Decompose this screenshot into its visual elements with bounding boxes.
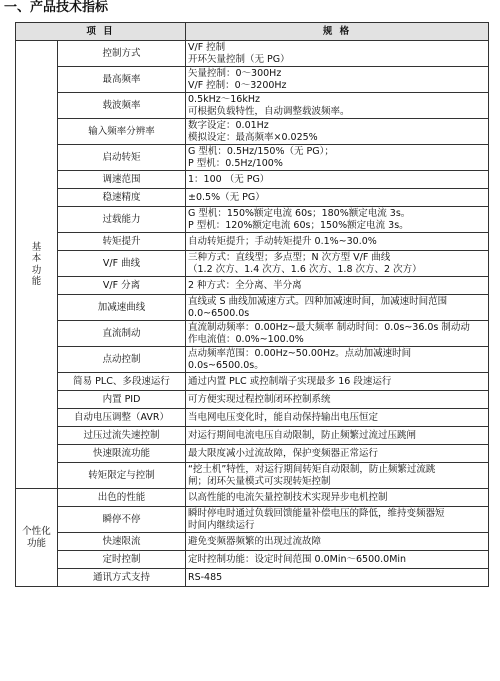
item-name: 点动控制 (58, 347, 186, 373)
table-row (16, 347, 489, 373)
spec-value (186, 551, 489, 569)
group-label-line: 功 (31, 264, 42, 276)
spec-line: V/F 控制：0～3200Hz (188, 79, 287, 91)
table-row (16, 321, 489, 347)
spec-line: P 型机：0.5Hz/100% (188, 157, 283, 169)
spec-value (186, 171, 489, 189)
spec-value (186, 119, 489, 145)
table-row (16, 67, 489, 93)
spec-line: （1.2 次方、1.4 次方、1.6 次方、1.8 次方、2 次方） (188, 263, 422, 275)
spec-value (186, 251, 489, 277)
spec-line: 点动频率范围：0.00Hz~50.00Hz。点动加减速时间 (188, 348, 412, 359)
item-name: 自动电压调整（AVR） (58, 409, 186, 427)
spec-line: 1：100 （无 PG） (188, 173, 270, 185)
item-name: 调速范围 (58, 171, 186, 189)
table-row (16, 463, 489, 489)
item-name: 转矩限定与控制 (58, 463, 186, 489)
spec-line: 以高性能的电流矢量控制技术实现异步电机控制 (188, 491, 388, 503)
spec-line: 对运行期间电流电压自动限制，防止频繁过流过压跳闸 (188, 429, 417, 441)
spec-line: 可根据负载特性，自动调整载波频率。 (188, 105, 350, 117)
item-name: 瞬停不停 (58, 507, 186, 533)
spec-line: 自动转矩提升；手动转矩提升 0.1%~30.0% (188, 235, 377, 247)
spec-value (186, 489, 489, 507)
spec-line: 当电网电压变化时，能自动保持输出电压恒定 (188, 411, 379, 423)
spec-line: “挖土机”特性，对运行期间转矩自动限制，防止频繁过流跳 (188, 464, 436, 475)
item-name: 过压过流失速控制 (58, 427, 186, 445)
table-row (16, 391, 489, 409)
item-name: 稳速精度 (58, 189, 186, 207)
group-label-line: 基 (31, 241, 42, 253)
spec-value (186, 347, 489, 373)
spec-value (186, 391, 489, 409)
spec-value (186, 463, 489, 489)
spec-line: 模拟设定：最高频率×0.025% (188, 131, 318, 143)
spec-value (186, 207, 489, 233)
item-name: 内置 PID (58, 391, 186, 409)
spec-value (186, 233, 489, 251)
spec-line: 开环矢量控制（无 PG） (188, 53, 290, 65)
spec-value (186, 93, 489, 119)
table-row (16, 233, 489, 251)
header-spec: 规 格 (186, 23, 489, 41)
table-row (16, 409, 489, 427)
item-name: V/F 分离 (58, 277, 186, 295)
item-name: 最高频率 (58, 67, 186, 93)
spec-line: G 型机：150%额定电流 60s；180%额定电流 3s。 (188, 208, 411, 219)
item-name: 直流制动 (58, 321, 186, 347)
spec-value (186, 41, 489, 67)
table-row (16, 533, 489, 551)
table-header-row (16, 23, 489, 41)
group-label-line: 个性化 (22, 526, 51, 537)
group-label (16, 489, 58, 587)
table-row (16, 551, 489, 569)
spec-line: 时间内继续运行 (188, 519, 255, 531)
spec-line: 瞬时停电时通过负载回馈能量补偿电压的降低，维持变频器短 (188, 508, 445, 519)
table-row (16, 41, 489, 67)
item-name: 控制方式 (58, 41, 186, 67)
spec-line: 0.5kHz～16kHz (188, 94, 260, 105)
table-row (16, 277, 489, 295)
spec-value (186, 427, 489, 445)
spec-value (186, 67, 489, 93)
spec-line: 三种方式：直线型；多点型；N 次方型 V/F 曲线 (188, 252, 391, 263)
section-title: 一、产品技术指标 (4, 0, 109, 15)
header-item: 项 目 (16, 23, 186, 41)
spec-line: RS-485 (188, 571, 223, 583)
spec-line: 闸；闭环矢量模式可实现转矩控制 (188, 475, 331, 487)
spec-line: P 型机：120%额定电流 60s；150%额定电流 3s。 (188, 219, 409, 231)
spec-line: 作电流值：0.0%~100.0% (188, 333, 304, 345)
spec-value (186, 373, 489, 391)
spec-line: 0.0~6500.0s (188, 307, 250, 319)
table-row (16, 93, 489, 119)
table-row (16, 373, 489, 391)
table-row (16, 207, 489, 233)
spec-line: 0.0s~6500.0s。 (188, 359, 264, 371)
spec-value (186, 145, 489, 171)
table-row (16, 119, 489, 145)
group-label-line: 本 (31, 253, 42, 264)
item-name: 转矩提升 (58, 233, 186, 251)
table-row (16, 145, 489, 171)
spec-line: 2 种方式：全分离、半分离 (188, 279, 302, 291)
item-name: 快速限流 (58, 533, 186, 551)
group-label-line: 功能 (26, 537, 46, 549)
item-name: 加减速曲线 (58, 295, 186, 321)
spec-line: 矢量控制：0～300Hz (188, 68, 282, 79)
item-name: V/F 曲线 (58, 251, 186, 277)
spec-value (186, 409, 489, 427)
item-name: 输入频率分辨率 (58, 119, 186, 145)
table-row (16, 251, 489, 277)
spec-value (186, 189, 489, 207)
spec-line: G 型机：0.5Hz/150%（无 PG）； (188, 146, 334, 157)
spec-value (186, 569, 489, 587)
group-label-line: 能 (31, 276, 42, 287)
group-label (16, 41, 58, 489)
spec-line: 可方便实现过程控制闭环控制系统 (188, 393, 331, 405)
spec-value (186, 321, 489, 347)
item-name: 过载能力 (58, 207, 186, 233)
spec-line: 最大限度减小过流故障，保护变频器正常运行 (188, 447, 379, 459)
spec-value (186, 533, 489, 551)
table-row (16, 489, 489, 507)
table-row (16, 507, 489, 533)
item-name: 载波频率 (58, 93, 186, 119)
spec-table (15, 22, 489, 587)
spec-line: 直线或 S 曲线加减速方式。四种加减速时间，加减速时间范围 (188, 296, 448, 307)
table-row (16, 569, 489, 587)
item-name: 通讯方式支持 (58, 569, 186, 587)
table-row (16, 171, 489, 189)
table-row (16, 445, 489, 463)
table-row (16, 295, 489, 321)
spec-line: 通过内置 PLC 或控制端子实现最多 16 段速运行 (188, 375, 392, 387)
spec-value (186, 295, 489, 321)
table-row (16, 189, 489, 207)
spec-value (186, 445, 489, 463)
spec-line: 数字设定：0.01Hz (188, 120, 269, 131)
item-name: 快速限流功能 (58, 445, 186, 463)
spec-line: 定时控制功能：设定时间范围 0.0Min～6500.0Min (188, 553, 407, 565)
item-name: 简易 PLC、多段速运行 (58, 373, 186, 391)
spec-line: ±0.5%（无 PG） (188, 191, 265, 203)
spec-line: 避免变频器频繁的出现过流故障 (188, 535, 322, 547)
item-name: 出色的性能 (58, 489, 186, 507)
spec-value (186, 277, 489, 295)
spec-line: 直流制动频率：0.00Hz~最大频率 制动时间：0.0s~36.0s 制动动 (188, 322, 470, 333)
table-row (16, 427, 489, 445)
spec-value (186, 507, 489, 533)
spec-line: V/F 控制 (188, 42, 226, 53)
item-name: 定时控制 (58, 551, 186, 569)
item-name: 启动转矩 (58, 145, 186, 171)
